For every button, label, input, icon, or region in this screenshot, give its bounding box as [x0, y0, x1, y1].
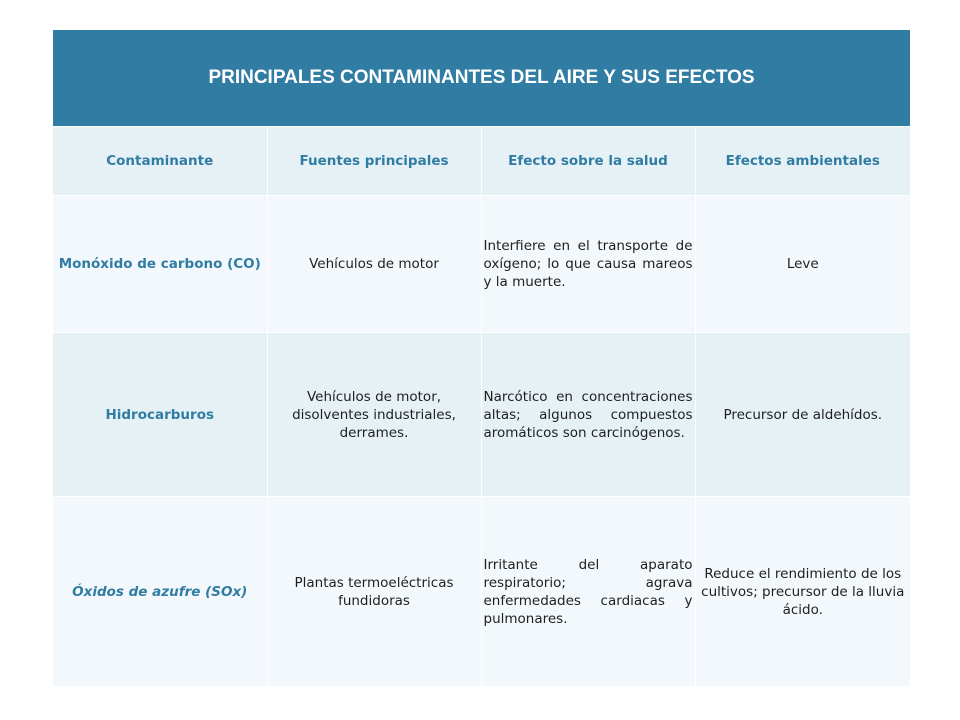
environmental-effect: Leve — [695, 196, 910, 333]
table-title: PRINCIPALES CONTAMINANTES DEL AIRE Y SUS EFECTOS — [53, 30, 910, 127]
health-effect: Interfiere en el transporte de oxígeno; lo que causa mareos y la muerte. — [481, 196, 695, 333]
header-row — [53, 127, 910, 196]
environmental-effect: Precursor de aldehídos. — [695, 333, 910, 497]
col-header-contaminante: Contaminante — [53, 127, 267, 196]
table-row — [53, 497, 910, 687]
pollutant-name: Hidrocarburos — [53, 333, 267, 497]
title-row — [53, 30, 910, 127]
col-header-salud: Efecto sobre la salud — [481, 127, 695, 196]
pollutants-table — [53, 30, 910, 687]
main-sources: Vehículos de motor — [267, 196, 481, 333]
pollutant-name: Óxidos de azufre (SOx) — [53, 497, 267, 687]
main-sources: Plantas termoeléctricas fundidoras — [267, 497, 481, 687]
col-header-fuentes: Fuentes principales — [267, 127, 481, 196]
pollutant-name: Monóxido de carbono (CO) — [53, 196, 267, 333]
environmental-effect: Reduce el rendimiento de los cultivos; precursor de la lluvia ácido. — [695, 497, 910, 687]
main-sources: Vehículos de motor, disolventes industriales, derrames. — [267, 333, 481, 497]
health-effect: Narcótico en concentraciones altas; algunos compuestos aromáticos son carcinógenos. — [481, 333, 695, 497]
col-header-ambientales: Efectos ambientales — [695, 127, 910, 196]
health-effect: Irritante del aparato respiratorio; agrava enfermedades cardiacas y pulmonares. — [481, 497, 695, 687]
table-row — [53, 333, 910, 497]
table-row — [53, 196, 910, 333]
